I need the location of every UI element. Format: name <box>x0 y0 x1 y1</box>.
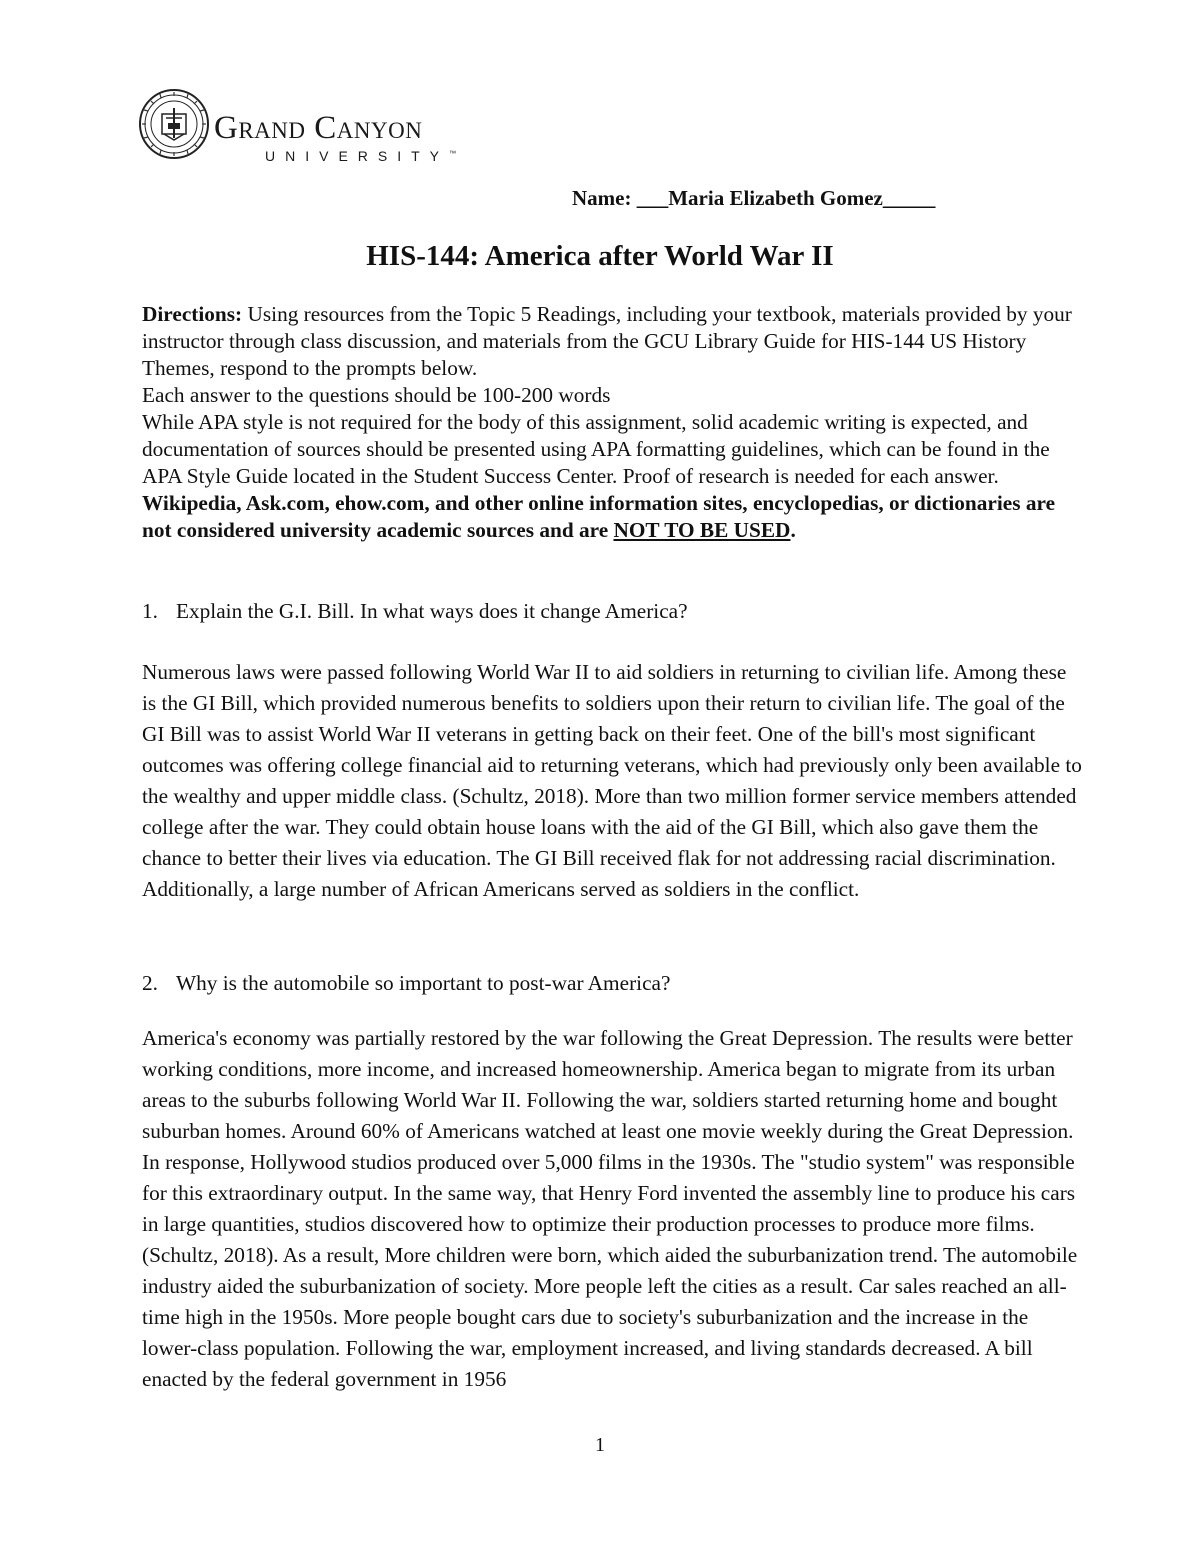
question-text: Why is the automobile so important to post-war America? <box>176 971 671 995</box>
answer-2 <box>142 1023 1082 1395</box>
directions-section <box>142 301 1072 544</box>
university-subtitle-text: UNIVERSITY <box>265 148 450 164</box>
sources-warning-emphasis: NOT TO BE USED <box>613 518 791 542</box>
question-1 <box>142 598 688 625</box>
trademark-symbol: ™ <box>449 150 457 158</box>
sources-warning-text: Wikipedia, Ask.com, ehow.com, and other online information sites, encyclopedias, or dictionaries are not considered university academic sources and are <box>142 491 1056 542</box>
answer-text: America's economy was partially restored by the war following the Great Depression. The results were better working conditions, more income, and increased homeownership. America began to migrate from its urban areas to the suburbs following World War II. Following the war, soldiers started returning home and bought suburban homes. Around 60% of Americans watched at least one movie weekly during the Great Depression. In response, Hollywood studios produced over 5,000 films in the 1930s. The "studio system" was responsible for this extraordinary output. In the same way, that Henry Ford invented the assembly line to produce his cars in large quantities, studios discovered how to optimize their production processes to produce more films. (Schultz, 2018). As a result, More children were born, which aided the suburbanization trend. The automobile industry aided the suburbanization of society. More people left the cities as a result. Car sales reached an all-time high in the 1950s. More people bought cars due to society's suburbanization and the increase in the lower-class population. Following the war, employment increased, and living standards decreased. A bill enacted by the federal government in 1956 <box>142 1026 1078 1391</box>
university-logo <box>138 88 458 164</box>
document-title: HIS-144: America after World War II <box>366 240 834 272</box>
page-number: 1 <box>595 1434 605 1456</box>
name-label: Name: <box>572 186 637 210</box>
question-number: 1. <box>142 599 158 623</box>
answer-text: Numerous laws were passed following World War II to aid soldiers in returning to civilian life. Among these is the GI Bill, which provided numerous benefits to soldiers upon their return to civilian life. The goal of the GI Bill was to assist World War II veterans in getting back on their feet. One of the bill's most significant outcomes was offering college financial aid to returning veterans, which had previously only been available to the wealthy and upper middle class. (Schultz, 2018). More than two million former service members attended college after the war. They could obtain house loans with the aid of the GI Bill, which also gave them the chance to better their lives via education. The GI Bill received flak for not addressing racial discrimination. Additionally, a large number of African Americans served as soldiers in the conflict. <box>142 660 1082 901</box>
question-number: 2. <box>142 971 158 995</box>
student-name: ___Maria Elizabeth Gomez_____ <box>636 186 936 210</box>
directions-paragraph <box>142 301 1072 382</box>
answer-1 <box>142 657 1082 905</box>
question-2 <box>142 970 670 997</box>
question-text: Explain the G.I. Bill. In what ways does it change America? <box>176 599 688 623</box>
university-seal-icon <box>138 88 210 160</box>
student-name-line <box>572 186 935 211</box>
sources-warning <box>142 490 1072 544</box>
university-subtitle <box>265 148 456 164</box>
sources-warning-end: . <box>790 518 796 542</box>
directions-text: Using resources from the Topic 5 Readings, including your textbook, materials provided by your instructor through class discussion, and materials from the GCU Library Guide for HIS-144 US History Themes, respond to the prompts below. <box>142 302 1072 380</box>
apa-instruction: While APA style is not required for the body of this assignment, solid academic writing is expected, and documentation of sources should be presented using APA formatting guidelines, which can be found in the APA Style Guide located in the Student Success Center. Proof of research is needed for each answer. <box>142 410 1050 488</box>
word-count-instruction: Each answer to the questions should be 100-200 words <box>142 383 611 407</box>
university-wordmark: Grand Canyon <box>214 110 423 146</box>
directions-label: Directions: <box>142 302 243 326</box>
